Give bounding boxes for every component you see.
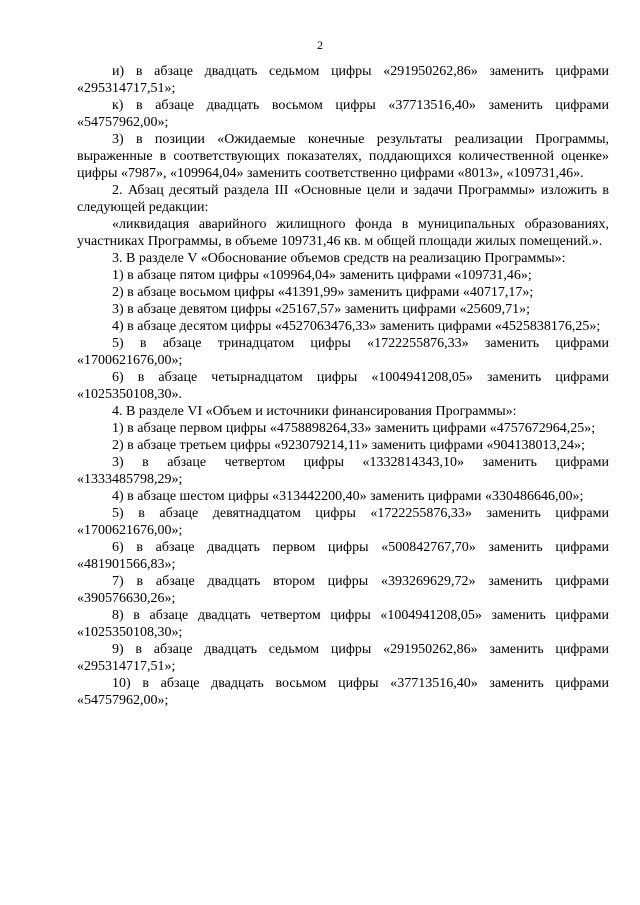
- paragraph: 3) в абзаце девятом цифры «25167,57» заменить цифрами «25609,71»;: [112, 302, 531, 317]
- document-body: [77, 63, 609, 709]
- page-number: 2: [317, 38, 323, 52]
- paragraph: 2) в абзаце восьмом цифры «41391,99» заменить цифрами «40717,17»;: [112, 285, 534, 300]
- paragraph: 3. В разделе V «Обоснование объемов средств на реализацию Программы»:: [112, 251, 566, 266]
- paragraph: 4) в абзаце десятом цифры «4527063476,33» заменить цифрами «4525838176,25»;: [112, 319, 601, 334]
- paragraph: 1) в абзаце первом цифры «4758898264,33» заменить цифрами «4757672964,25»;: [112, 421, 596, 436]
- paragraph: «ликвидация аварийного жилищного фонда в муниципальных образованиях, участниках Программы, в объеме 109731,46 кв. м общей площади жилых помещений.».: [77, 217, 609, 249]
- paragraph: 6) в абзаце двадцать первом цифры «500842767,70» заменить цифрами «481901566,83»;: [77, 540, 609, 572]
- paragraph: 9) в абзаце двадцать седьмом цифры «291950262,86» заменить цифрами «295314717,51»;: [77, 642, 609, 674]
- paragraph: 3) в абзаце четвертом цифры «1332814343,10» заменить цифрами «1333485798,29»;: [77, 455, 609, 487]
- paragraph: 2) в абзаце третьем цифры «923079214,11» заменить цифрами «904138013,24»;: [112, 438, 585, 453]
- paragraph: 2. Абзац десятый раздела III «Основные цели и задачи Программы» изложить в следующей редакции:: [77, 183, 609, 215]
- paragraph: и) в абзаце двадцать седьмом цифры «291950262,86» заменить цифрами «295314717,51»;: [77, 64, 609, 96]
- paragraph: 5) в абзаце тринадцатом цифры «1722255876,33» заменить цифрами «1700621676,00»;: [77, 336, 609, 368]
- paragraph: 4) в абзаце шестом цифры «313442200,40» заменить цифрами «330486646,00»;: [112, 489, 584, 504]
- paragraph: 1) в абзаце пятом цифры «109964,04» заменить цифрами «109731,46»;: [112, 268, 532, 283]
- paragraph: 8) в абзаце двадцать четвертом цифры «1004941208,05» заменить цифрами «1025350108,30»;: [77, 608, 609, 640]
- paragraph: к) в абзаце двадцать восьмом цифры «37713516,40» заменить цифрами «54757962,00»;: [77, 98, 609, 130]
- paragraph: 3) в позиции «Ожидаемые конечные результаты реализации Программы, выраженные в соответствующих показателях, поддающихся количественной оценке» цифры «7987», «109964,04» заменить соответственно цифрами «8013», «109731,46».: [77, 132, 609, 181]
- paragraph: 4. В разделе VI «Объем и источники финансирования Программы»:: [112, 404, 517, 419]
- paragraph: 6) в абзаце четырнадцатом цифры «1004941208,05» заменить цифрами «1025350108,30».: [77, 370, 609, 402]
- paragraph: 10) в абзаце двадцать восьмом цифры «37713516,40» заменить цифрами «54757962,00»;: [77, 676, 609, 708]
- paragraph: 7) в абзаце двадцать втором цифры «393269629,72» заменить цифрами «390576630,26»;: [77, 574, 609, 606]
- paragraph: 5) в абзаце девятнадцатом цифры «1722255876,33» заменить цифрами «1700621676,00»;: [77, 506, 609, 538]
